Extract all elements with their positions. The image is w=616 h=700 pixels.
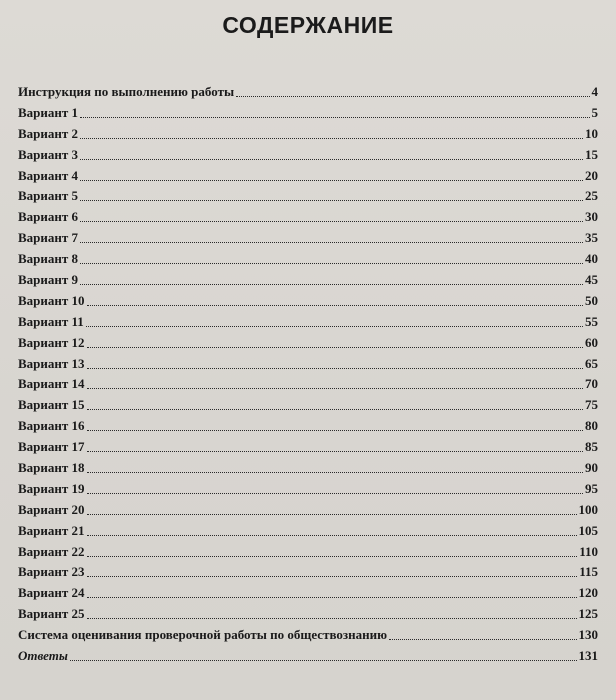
toc-leader-dots (80, 242, 583, 243)
toc-leader-dots (80, 138, 583, 139)
toc-entry-page: 125 (578, 606, 598, 622)
toc-leader-dots (87, 347, 583, 348)
toc-leader-dots (87, 388, 583, 389)
toc-entry-label: Вариант 11 (18, 313, 84, 329)
toc-entry-page: 55 (585, 313, 598, 329)
toc-entry-page: 105 (578, 522, 598, 538)
toc-entry[interactable] (18, 207, 598, 228)
toc-leader-dots (87, 451, 583, 452)
toc-leader-dots (80, 117, 589, 118)
toc-leader-dots (87, 597, 577, 598)
toc-entry-page: 75 (585, 397, 598, 413)
toc-entry[interactable] (18, 542, 598, 563)
toc-entry-label: Вариант 21 (18, 522, 85, 538)
toc-leader-dots (87, 368, 583, 369)
toc-leader-dots (87, 556, 578, 557)
toc-entry-label: Вариант 14 (18, 376, 85, 392)
toc-entry[interactable] (18, 479, 598, 500)
toc-entry[interactable] (18, 437, 598, 458)
toc-leader-dots (87, 305, 583, 306)
toc-entry-label: Вариант 24 (18, 585, 85, 601)
toc-leader-dots (86, 326, 583, 327)
toc-entry[interactable] (18, 228, 598, 249)
toc-leader-dots (87, 409, 583, 410)
table-of-contents (18, 82, 598, 667)
toc-entry[interactable] (18, 354, 598, 375)
toc-entry-label: Вариант 15 (18, 397, 85, 413)
toc-entry[interactable] (18, 312, 598, 333)
toc-entry-page: 65 (585, 355, 598, 371)
toc-entry-page: 4 (591, 84, 598, 99)
toc-entry-label: Вариант 8 (18, 251, 79, 267)
toc-entry-page: 120 (578, 585, 598, 601)
toc-entry-page: 90 (585, 460, 598, 476)
toc-entry-label: Вариант 4 (18, 167, 79, 183)
toc-entry-label: Вариант 6 (18, 209, 79, 225)
toc-entry-page: 115 (579, 564, 598, 580)
toc-entry-page: 5 (591, 104, 598, 120)
toc-entry-page: 10 (585, 125, 598, 141)
toc-entry-label: Вариант 1 (18, 104, 79, 120)
toc-entry-label: Вариант 10 (18, 292, 85, 308)
toc-entry-page: 40 (585, 251, 598, 267)
toc-leader-dots (87, 514, 577, 515)
toc-leader-dots (80, 263, 583, 264)
toc-entry-label: Вариант 13 (18, 355, 85, 371)
toc-entry[interactable] (18, 604, 598, 625)
toc-entry[interactable] (18, 625, 598, 646)
toc-entry-label: Вариант 19 (18, 480, 85, 496)
toc-entry-page: 20 (585, 167, 598, 183)
toc-entry[interactable] (18, 583, 598, 604)
toc-leader-dots (87, 493, 583, 494)
toc-leader-dots (80, 221, 583, 222)
toc-entry[interactable] (18, 416, 598, 437)
toc-leader-dots (70, 660, 577, 661)
toc-entry-label: Вариант 7 (18, 230, 79, 246)
toc-entry-label: Вариант 17 (18, 439, 85, 455)
toc-entry-page: 80 (585, 418, 598, 434)
toc-entry[interactable] (18, 270, 598, 291)
toc-entry[interactable] (18, 374, 598, 395)
toc-leader-dots (87, 576, 578, 577)
toc-entry-label: Система оценивания проверочной работы по обществознанию (18, 627, 388, 643)
toc-entry-label: Вариант 9 (18, 272, 79, 288)
toc-entry-label: Вариант 3 (18, 146, 79, 162)
toc-entry[interactable] (18, 166, 598, 187)
toc-entry[interactable] (18, 103, 598, 124)
toc-entry[interactable] (18, 562, 598, 583)
toc-entry-page: 110 (579, 543, 598, 559)
toc-entry[interactable] (18, 124, 598, 145)
toc-entry-label: Вариант 16 (18, 418, 85, 434)
toc-entry[interactable] (18, 500, 598, 521)
toc-leader-dots (87, 535, 577, 536)
toc-entry-page: 70 (585, 376, 598, 392)
toc-leader-dots (236, 96, 589, 97)
toc-entry-page: 85 (585, 439, 598, 455)
toc-leader-dots (389, 639, 576, 640)
toc-entry-label: Инструкция по выполнению работы (18, 84, 235, 99)
toc-leader-dots (80, 200, 583, 201)
toc-entry[interactable] (18, 521, 598, 542)
toc-entry-label: Вариант 12 (18, 334, 85, 350)
toc-leader-dots (87, 472, 583, 473)
toc-entry[interactable] (18, 291, 598, 312)
toc-leader-dots (80, 180, 583, 181)
toc-entry-label: Вариант 2 (18, 125, 79, 141)
toc-entry-label: Вариант 22 (18, 543, 85, 559)
toc-entry[interactable] (18, 249, 598, 270)
toc-leader-dots (87, 618, 577, 619)
toc-entry-label: Вариант 5 (18, 188, 79, 204)
toc-entry[interactable] (18, 458, 598, 479)
toc-entry-page: 95 (585, 480, 598, 496)
page-title: СОДЕРЖАНИЕ (222, 12, 394, 38)
toc-entry-page: 131 (578, 648, 598, 664)
toc-entry-page: 30 (585, 209, 598, 225)
toc-entry-page: 130 (578, 627, 598, 643)
toc-entry-page: 35 (585, 230, 598, 246)
toc-entry-page: 45 (585, 272, 598, 288)
toc-entry-page: 15 (585, 146, 598, 162)
toc-entry[interactable] (18, 82, 598, 103)
toc-leader-dots (87, 430, 583, 431)
toc-entry-page: 60 (585, 334, 598, 350)
toc-entry-label: Вариант 23 (18, 564, 85, 580)
toc-entry-page: 50 (585, 292, 598, 308)
toc-entry-label: Вариант 18 (18, 460, 85, 476)
toc-entry[interactable] (18, 333, 598, 354)
toc-entry-page: 100 (578, 501, 598, 517)
toc-entry-label: Вариант 20 (18, 501, 85, 517)
toc-leader-dots (80, 284, 583, 285)
toc-entry[interactable] (18, 145, 598, 166)
toc-entry-label: Вариант 25 (18, 606, 85, 622)
toc-entry[interactable] (18, 646, 598, 667)
toc-entry-label: Ответы (18, 648, 68, 664)
toc-leader-dots (80, 159, 583, 160)
toc-entry[interactable] (18, 186, 598, 207)
toc-entry-page: 25 (585, 188, 598, 204)
toc-entry[interactable] (18, 395, 598, 416)
